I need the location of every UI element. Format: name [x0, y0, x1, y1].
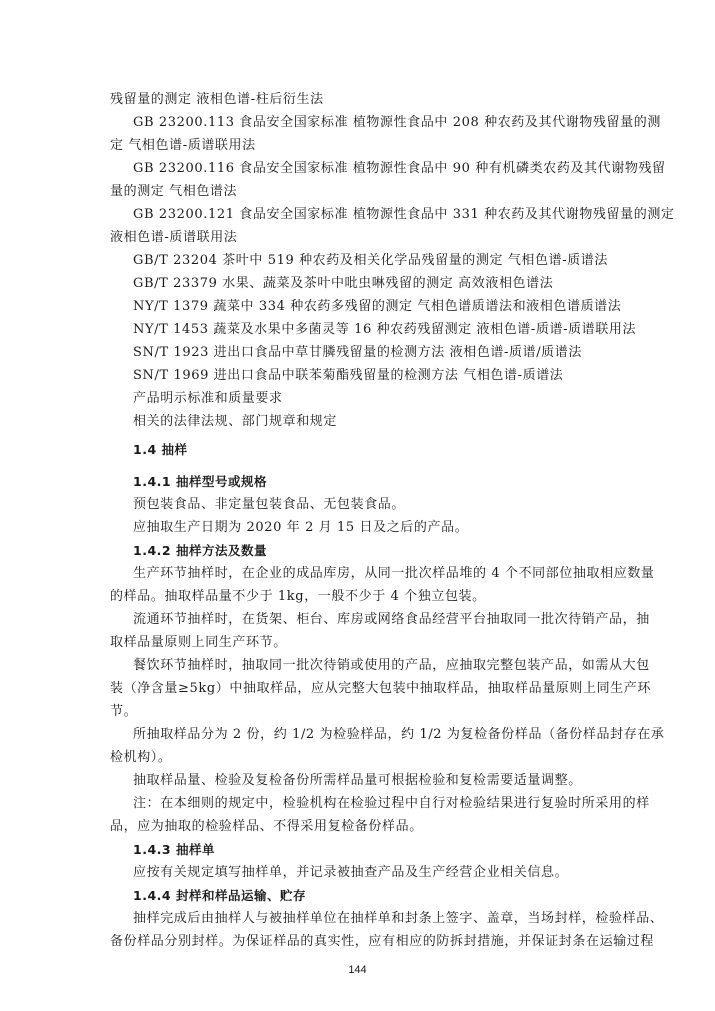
standard-line: GB 23200.116 食品安全国家标准 植物源性食品中 90 种有机磷类农药及其代谢物残留	[133, 161, 666, 176]
paragraph-line: 取样品量原则上同生产环节。	[110, 635, 287, 650]
text-line: 相关的法律法规、部门规章和规定	[133, 414, 338, 429]
note-line: 注：在本细则的规定中，检验机构在检验过程中自行对检验结果进行复验时所采用的样	[133, 796, 650, 811]
section-heading-1-4-2: 1.4.2 抽样方法及数量	[133, 543, 267, 558]
paragraph-line: 预包装食品、非定量包装食品、无包装食品。	[133, 497, 406, 512]
paragraph-line: 流通环节抽样时，在货架、柜台、库房或网络食品经营平台抽取同一批次待销产品，抽	[133, 612, 650, 627]
standard-line: SN/T 1969 进出口食品中联苯菊酯残留量的检测方法 气相色谱-质谱法	[133, 368, 564, 383]
paragraph-line: 节。	[110, 704, 138, 719]
section-heading-1-4-1: 1.4.1 抽样型号或规格	[133, 474, 267, 489]
note-line: 品，应为抽取的检验样品、不得采用复检备份样品。	[110, 819, 423, 834]
text-line: 液相色谱-质谱联用法	[110, 230, 238, 245]
paragraph-line: 备份样品分别封样。为保证样品的真实性，应有相应的防拆封措施，并保证封条在运输过程	[110, 934, 655, 949]
paragraph-line: 餐饮环节抽样时，抽取同一批次待销或使用的产品，应抽取完整包装产品，如需从大包	[133, 658, 650, 673]
paragraph-line: 检机构）。	[110, 750, 172, 765]
paragraph-line: 抽取样品量、检验及复检备份所需样品量可根据检验和复检需要适量调整。	[133, 773, 582, 788]
standard-line: GB/T 23379 水果、蔬菜及茶叶中吡虫啉残留的测定 高效液相色谱法	[133, 276, 554, 291]
text-line: 量的测定 气相色谱法	[110, 184, 238, 199]
paragraph-line: 应抽取生产日期为 2020 年 2 月 15 日及之后的产品。	[133, 520, 469, 535]
paragraph-line: 生产环节抽样时，在企业的成品库房，从同一批次样品堆的 4 个不同部位抽取相应数量	[133, 566, 655, 581]
paragraph-line: 抽样完成后由抽样人与被抽样单位在抽样单和封条上签字、盖章，当场封样，检验样品、	[133, 911, 664, 926]
paragraph-line: 装（净含量≥5kg）中抽取样品，应从完整大包装中抽取样品，抽取样品量原则上同生产环	[110, 681, 651, 696]
text-line: 定 气相色谱-质谱联用法	[110, 138, 256, 153]
section-heading-1-4-4: 1.4.4 封样和样品运输、贮存	[133, 888, 306, 903]
standard-line: GB 23200.113 食品安全国家标准 植物源性食品中 208 种农药及其代谢物残留量的测	[133, 115, 661, 130]
standard-line: GB/T 23204 茶叶中 519 种农药及相关化学品残留量的测定 气相色谱-质谱法	[133, 253, 609, 268]
standard-line: SN/T 1923 进出口食品中草甘膦残留量的检测方法 液相色谱-质谱/质谱法	[133, 345, 582, 360]
page-number: 144	[348, 964, 367, 976]
section-heading-1-4: 1.4 抽样	[133, 442, 188, 457]
standard-line: GB 23200.121 食品安全国家标准 植物源性食品中 331 种农药及其代谢物残留量的测定	[133, 207, 675, 222]
standard-line: NY/T 1379 蔬菜中 334 种农药多残留的测定 气相色谱质谱法和液相色谱质谱法	[133, 299, 622, 314]
standard-line: NY/T 1453 蔬菜及水果中多菌灵等 16 种农药残留测定 液相色谱-质谱-质谱联用法	[133, 322, 637, 337]
paragraph-line: 所抽取样品分为 2 份，约 1/2 为检验样品，约 1/2 为复检备份样品（备份样品封存在承	[133, 727, 665, 742]
text-line: 残留量的测定 液相色谱-柱后衍生法	[110, 92, 324, 107]
section-heading-1-4-3: 1.4.3 抽样单	[133, 842, 215, 857]
text-line: 产品明示标准和质量要求	[133, 391, 283, 406]
paragraph-line: 的样品。抽取样品量不少于 1kg，一般不少于 4 个独立包装。	[110, 589, 486, 604]
paragraph-line: 应按有关规定填写抽样单，并记录被抽查产品及生产经营企业相关信息。	[133, 865, 569, 880]
